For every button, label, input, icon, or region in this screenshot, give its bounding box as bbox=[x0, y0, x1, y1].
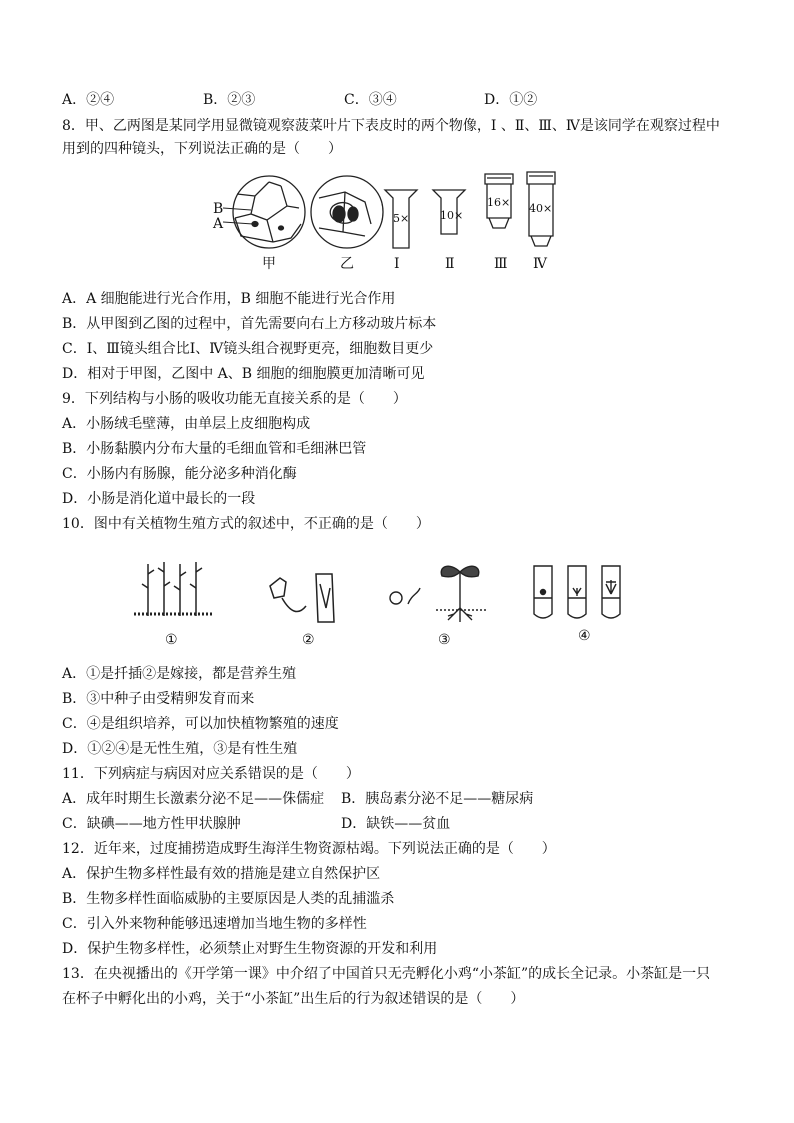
q7-option-d: D．①② bbox=[484, 92, 538, 108]
q12-option-d: D．保护生物多样性，必须禁止对野生生物资源的开发和利用 bbox=[62, 941, 438, 957]
field-jia bbox=[233, 176, 305, 248]
q8-option-a: A．A 细胞能进行光合作用，B 细胞不能进行光合作用 bbox=[62, 291, 396, 307]
caption-jia: 甲 bbox=[262, 256, 276, 272]
q11-option-d: D．缺铁——贫血 bbox=[341, 816, 451, 832]
caption-yi: 乙 bbox=[340, 256, 354, 272]
caption-1: ① bbox=[165, 632, 178, 648]
caption-iii: Ⅲ bbox=[494, 256, 508, 272]
q11-stem: 11．下列病症与病因对应关系错误的是（ ） bbox=[62, 766, 360, 782]
field-yi bbox=[311, 176, 383, 248]
q8-stem-line2: 用到的四种镜头，下列说法正确的是（ ） bbox=[62, 141, 342, 157]
q8-option-d: D．相对于甲图，乙图中 A、B 细胞的细胞膜更加清晰可见 bbox=[62, 366, 425, 382]
q9-option-c: C．小肠内有肠腺，能分泌多种消化酶 bbox=[62, 466, 297, 482]
lens-iii-mag: 16× bbox=[487, 196, 511, 209]
seedling-icon bbox=[390, 566, 486, 622]
caption-ii: Ⅱ bbox=[445, 256, 455, 272]
q10-stem: 10．图中有关植物生殖方式的叙述中，不正确的是（ ） bbox=[62, 516, 430, 532]
q8-stem-line1: 8．甲、乙两图是某同学用显微镜观察菠菜叶片下表皮时的两个物像，Ⅰ 、Ⅱ、Ⅲ、Ⅳ是该同学在观察过程中 bbox=[62, 118, 720, 134]
lens-ii-mag: 10× bbox=[440, 209, 464, 222]
q10-option-a: A．①是扦插②是嫁接，都是营养生殖 bbox=[62, 666, 297, 682]
q9-option-b: B．小肠黏膜内分布大量的毛细血管和毛细淋巴管 bbox=[62, 441, 367, 457]
marker-a: A bbox=[213, 216, 224, 232]
q9-option-d: D．小肠是消化道中最长的一段 bbox=[62, 491, 256, 507]
q8-option-b: B．从甲图到乙图的过程中，首先需要向右上方移动玻片标本 bbox=[62, 316, 437, 332]
caption-4: ④ bbox=[578, 628, 591, 644]
q9-option-a: A．小肠绒毛壁薄，由单层上皮细胞构成 bbox=[62, 416, 311, 432]
cutting-icon bbox=[134, 562, 212, 616]
grafting-icon bbox=[270, 574, 334, 622]
q13-stem-line1: 13．在央视播出的《开学第一课》中介绍了中国首只无壳孵化小鸡“小茶缸”的成长全记录。小茶缸是一只 bbox=[62, 966, 711, 982]
q7-option-b: B．②③ bbox=[203, 92, 256, 108]
caption-3: ③ bbox=[438, 632, 451, 648]
q11-option-b: B．胰岛素分泌不足——糖尿病 bbox=[341, 791, 534, 807]
q10-option-c: C．④是组织培养，可以加快植物繁殖的速度 bbox=[62, 716, 339, 732]
q12-option-b: B．生物多样性面临威胁的主要原因是人类的乱捕滥杀 bbox=[62, 891, 395, 907]
q10-option-b: B．③中种子由受精卵发育而来 bbox=[62, 691, 255, 707]
caption-iv: Ⅳ bbox=[533, 256, 547, 272]
marker-b: B bbox=[213, 201, 224, 217]
q13-stem-line2: 在杯子中孵化出的小鸡，关于“小茶缸”出生后的行为叙述错误的是（ ） bbox=[62, 991, 525, 1007]
lens-i-mag: 5× bbox=[393, 212, 410, 225]
q8-option-c: C．Ⅰ、Ⅲ镜头组合比Ⅰ、Ⅳ镜头组合视野更亮，细胞数目更少 bbox=[62, 341, 434, 357]
q7-option-c: C．③④ bbox=[344, 92, 397, 108]
tissue-culture-icon bbox=[534, 566, 620, 618]
q11-option-c: C．缺碘——地方性甲状腺肿 bbox=[62, 816, 241, 832]
q9-stem: 9．下列结构与小肠的吸收功能无直接关系的是（ ） bbox=[62, 391, 407, 407]
lens-iv-mag: 40× bbox=[529, 202, 553, 215]
q11-option-a: A．成年时期生长激素分泌不足——侏儒症 bbox=[62, 791, 325, 807]
caption-2: ② bbox=[302, 632, 315, 648]
q10-option-d: D．①②④是无性生殖，③是有性生殖 bbox=[62, 741, 298, 757]
microscope-figure bbox=[195, 162, 575, 274]
q7-option-a: A．②④ bbox=[62, 92, 115, 108]
q12-option-a: A．保护生物多样性最有效的措施是建立自然保护区 bbox=[62, 866, 381, 882]
q12-option-c: C．引入外来物种能够迅速增加当地生物的多样性 bbox=[62, 916, 367, 932]
caption-i: Ⅰ bbox=[394, 256, 400, 272]
q12-stem: 12．近年来，过度捕捞造成野生海洋生物资源枯竭。下列说法正确的是（ ） bbox=[62, 841, 556, 857]
plant-reproduction-figure bbox=[120, 558, 640, 650]
